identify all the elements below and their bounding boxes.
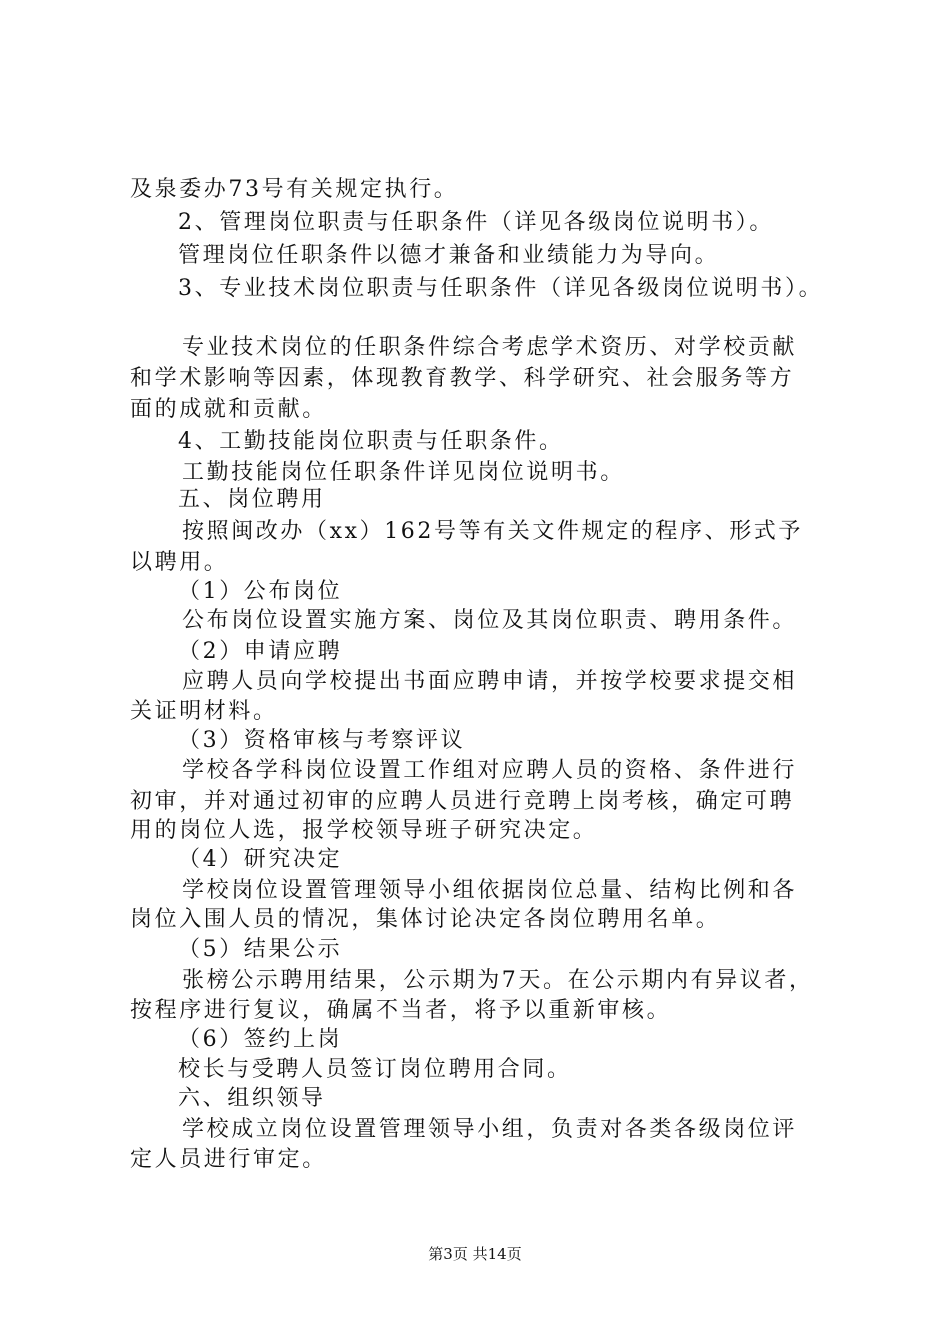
- text-line-3: 管理岗位任职条件以德才兼备和业绩能力为导向。: [178, 243, 720, 268]
- subheading-1: （1）公布岗位: [178, 579, 343, 604]
- text-line-24: 岗位入围人员的情况，集体讨论决定各岗位聘用名单。: [130, 907, 721, 932]
- text-line-4: 3、专业技术岗位职责与任职条件（详见各级岗位说明书）。: [178, 276, 824, 301]
- text-line-6: 和学术影响等因素，体现教育教学、科学研究、社会服务等方: [130, 366, 795, 391]
- text-line-14: 公布岗位设置实施方案、岗位及其岗位职责、聘用条件。: [182, 608, 798, 633]
- page-number-footer: 第3页 共14页: [428, 1245, 522, 1263]
- text-line-26: 张榜公示聘用结果，公示期为7天。在公示期内有异议者，: [182, 968, 814, 993]
- text-line-2: 2、管理岗位职责与任职条件（详见各级岗位说明书）。: [178, 210, 774, 235]
- text-line-31: 学校成立岗位设置管理领导小组，负责对各类各级岗位评: [182, 1117, 798, 1142]
- text-line-17: 关证明材料。: [130, 699, 278, 724]
- text-line-32: 定人员进行审定。: [130, 1147, 327, 1172]
- text-line-11: 按照闽改办（xx）162号等有关文件规定的程序、形式予: [182, 519, 804, 544]
- text-line-5: 专业技术岗位的任职条件综合考虑学术资历、对学校贡献: [182, 335, 798, 360]
- text-line-23: 学校岗位设置管理领导小组依据岗位总量、结构比例和各: [182, 878, 798, 903]
- text-line-1: 及泉委办73号有关规定执行。: [130, 177, 459, 202]
- text-line-12: 以聘用。: [130, 550, 229, 575]
- text-line-16: 应聘人员向学校提出书面应聘申请，并按学校要求提交相: [182, 669, 798, 694]
- text-line-19: 学校各学科岗位设置工作组对应聘人员的资格、条件进行: [182, 758, 798, 783]
- text-line-29: 校长与受聘人员签订岗位聘用合同。: [178, 1057, 572, 1082]
- text-line-8: 4、工勤技能岗位职责与任职条件。: [178, 429, 564, 454]
- section-heading-6: 六、组织领导: [178, 1086, 326, 1111]
- text-line-21: 用的岗位人选，报学校领导班子研究决定。: [130, 818, 598, 843]
- text-line-7: 面的成就和贡献。: [130, 397, 327, 422]
- text-line-20: 初审，并对通过初审的应聘人员进行竞聘上岗考核，确定可聘: [130, 789, 795, 814]
- subheading-2: （2）申请应聘: [178, 639, 343, 664]
- subheading-6: （6）签约上岗: [178, 1027, 343, 1052]
- subheading-3: （3）资格审核与考察评议: [178, 728, 466, 753]
- text-line-27: 按程序进行复议，确属不当者，将予以重新审核。: [130, 998, 672, 1023]
- subheading-4: （4）研究决定: [178, 847, 343, 872]
- section-heading-5: 五、岗位聘用: [178, 487, 326, 512]
- subheading-5: （5）结果公示: [178, 937, 343, 962]
- text-line-9: 工勤技能岗位任职条件详见岗位说明书。: [182, 460, 625, 485]
